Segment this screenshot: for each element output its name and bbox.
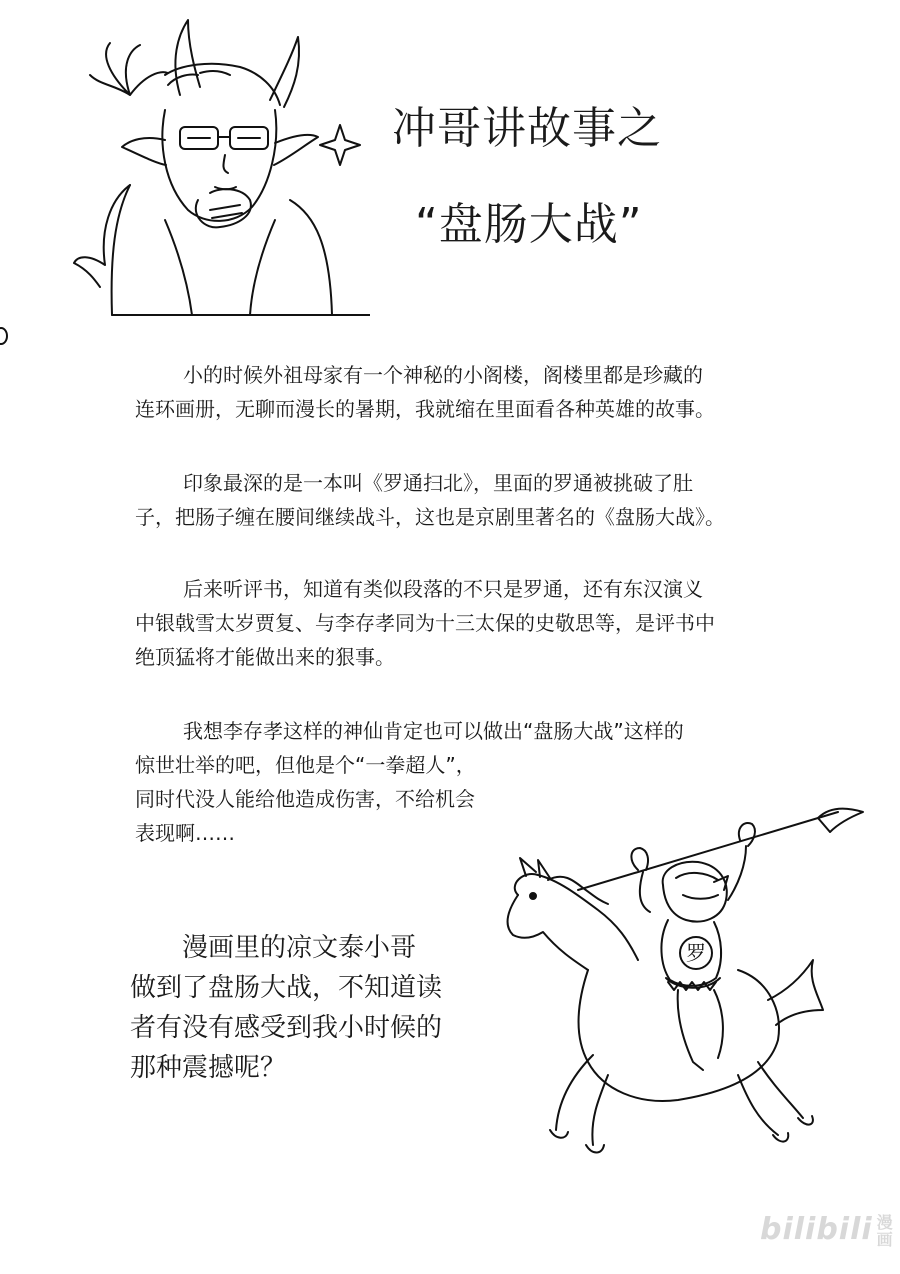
page-title-line-2: “盘肠大战” [415, 199, 643, 250]
paragraph-line: 中银戟雪太岁贾复、与李存孝同为十三太保的史敬思等，是评书中 [135, 611, 715, 635]
closing-text [130, 928, 490, 1088]
watermark-brand: bilibili [760, 1212, 873, 1247]
warrior-illustration [478, 800, 878, 1170]
closing-line: 做到了盘肠大战，不知道读 [130, 973, 443, 1003]
closing-line: 者有没有感受到我小时候的 [130, 1013, 443, 1043]
paragraph-line: 小的时候外祖母家有一个神秘的小阁楼，阁楼里都是珍藏的 [183, 363, 703, 387]
story-paragraph [135, 572, 775, 674]
paragraph-line: 同时代没人能给他造成伤害，不给机会 [135, 787, 475, 811]
page-title-line-1: 冲哥讲故事之 [392, 103, 662, 154]
story-paragraph [135, 358, 775, 426]
paragraph-line: 连环画册，无聊而漫长的暑期，我就缩在里面看各种英雄的故事。 [135, 397, 715, 421]
paragraph-line: 惊世壮举的吧，但他是个“一拳超人”， [135, 753, 476, 777]
paragraph-line: 后来听评书，知道有类似段落的不只是罗通，还有东汉演义 [183, 577, 703, 601]
warrior-badge: 罗 [686, 941, 706, 965]
paragraph-line: 印象最深的是一本叫《罗通扫北》，里面的罗通被挑破了肚 [183, 471, 693, 495]
edge-mark [0, 327, 8, 345]
paragraph-line: 子，把肠子缠在腰间继续战斗，这也是京剧里著名的《盘肠大战》。 [135, 505, 725, 529]
paragraph-line: 绝顶猛将才能做出来的狠事。 [135, 645, 395, 669]
closing-line: 那种震撼呢？ [130, 1053, 287, 1083]
story-paragraph [135, 466, 775, 534]
watermark-sub-1: 漫 [876, 1212, 894, 1232]
watermark-sub-2: 画 [876, 1229, 894, 1249]
paragraph-line: 表现啊…… [135, 821, 235, 845]
author-illustration [70, 15, 370, 325]
closing-line: 漫画里的凉文泰小哥 [182, 933, 417, 963]
bilibili-watermark [760, 1212, 894, 1248]
paragraph-line: 我想李存孝这样的神仙肯定也可以做出“盘肠大战”这样的 [183, 719, 684, 743]
